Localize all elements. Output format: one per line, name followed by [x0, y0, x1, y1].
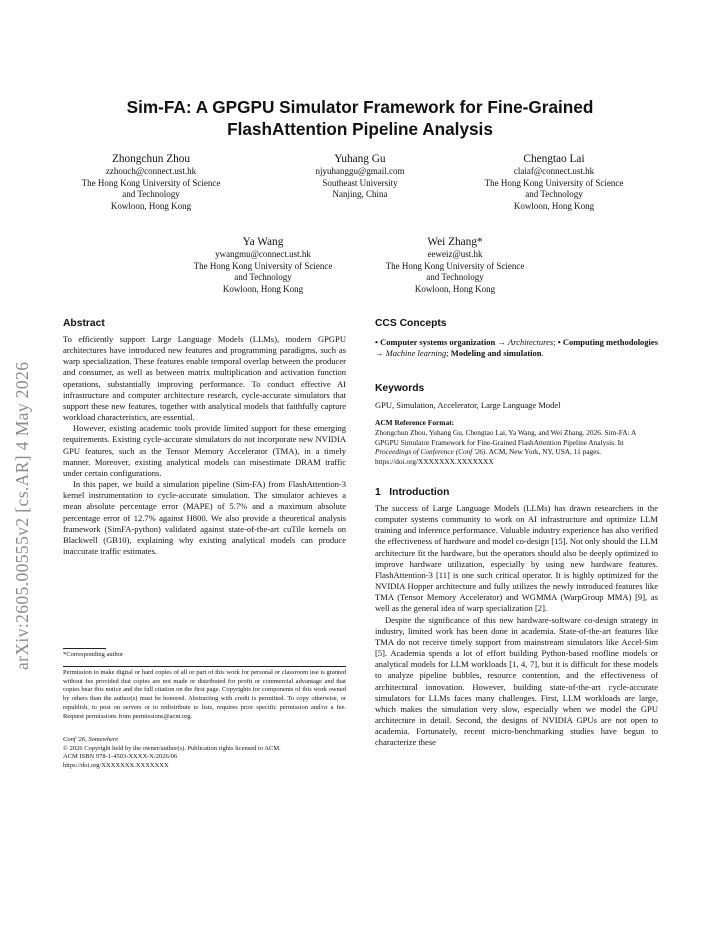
author-affiliation: and Technology	[426, 272, 484, 283]
author-block	[273, 152, 447, 201]
title-line-1: Sim-FA: A GPGPU Simulator Framework for Fine-Grained	[126, 97, 594, 117]
author-affiliation: The Hong Kong University of Science	[193, 260, 333, 271]
acm-reference-heading: ACM Reference Format:	[375, 418, 455, 427]
intro-heading: 1 Introduction	[375, 487, 450, 498]
ccs-arrow: →	[495, 337, 509, 347]
author-block	[175, 235, 351, 295]
author-email: njyuhanggu@gmail.com	[315, 166, 405, 176]
author-name: Chengtao Lai	[523, 153, 585, 165]
author-affiliation: and Technology	[525, 189, 583, 200]
ccs-term: • Computing methodologies	[557, 337, 658, 347]
publication-info	[63, 736, 281, 771]
author-affiliation: The Hong Kong University of Science	[385, 260, 525, 271]
isbn-line: ACM ISBN 978-1-4503-XXXX-X/2026/06	[63, 753, 178, 761]
author-block	[367, 235, 543, 295]
abstract-paragraph: However, existing academic tools provide limited support for these emerging requirements. Existing cycle-accurate simulators do not incorporate new NVIDIA GPU features, such as the Tensor Memory Accelerator (TMA), in a timely manner. Moreover, existing analytical models can misestimate DRAM traffic under certain configurations.	[63, 423, 346, 478]
ccs-subterm: Architectures	[508, 337, 554, 347]
author-name: Zhongchun Zhou	[111, 153, 191, 165]
ccs-term: • Computer systems organization	[375, 337, 496, 347]
author-email: zzhouch@connect.ust.hk	[105, 166, 197, 176]
abstract-body	[63, 334, 346, 557]
ccs-end: .	[541, 348, 544, 358]
ccs-heading: CCS Concepts	[375, 318, 447, 329]
intro-paragraph: The success of Large Language Models (LLMs) has drawn researchers in the computer systems community to work on AI infrastructure and optimize LLM training and inference performance. Valuable industry experience has also verified the effectiveness of hardware and model co-design [15]. Not only should the LLM architecture fit the hardware, but the operators should also be deeply optimized to improve hardware utilization, especially by using new hardware features. FlashAttention-3 [11] is one such critical operator. It is highly optimized for the NVIDIA Hopper architecture and fully utilizes the newly introduced features like TMA (Tensor Memory Accelerator) and WGMMA (WarpGroup MMA) [9], as well as the general idea of warp specialization [2].	[375, 503, 658, 614]
ccs-concepts	[375, 337, 658, 359]
keywords-list: GPU, Simulation, Accelerator, Large Language Model	[375, 400, 561, 410]
author-email: claiaf@connect.ust.hk	[513, 166, 595, 176]
author-location: Kowloon, Hong Kong	[414, 283, 496, 294]
author-affiliation: The Hong Kong University of Science	[484, 177, 624, 188]
copyright-line: © 2026 Copyright held by the owner/author(s). Publication rights licensed to ACM.	[63, 744, 281, 752]
author-affiliation: Southeast University	[322, 177, 398, 188]
acm-reference-text: Zhongchun Zhou, Yuhang Gu, Chengtao Lai, Ya Wang, and Wei Zhang. 2026. Sim-FA: A GPGPU Simulator Framework for Fine-Grained FlashAttention Pipeline Analysis. In	[375, 428, 636, 447]
author-block	[64, 152, 238, 212]
ccs-separator: ;	[446, 348, 451, 358]
author-affiliation: and Technology	[234, 272, 292, 283]
author-block	[465, 152, 643, 212]
author-location: Kowloon, Hong Kong	[110, 200, 192, 211]
ccs-arrow: →	[375, 348, 386, 358]
abstract-paragraph: To efficiently support Large Language Models (LLMs), modern GPGPU architectures have introduced new features and programming paradigms, such as warp specialization. These features enable temporal overlap between the producer and consumer, as well as between matrix multiplication and activation function operations, substantially improving performance. To conduct effective AI infrastructure and computer architecture research, cycle-accurate simulators that support these new features, together with analytical models that faithfully capture workload characteristics, are essential.	[63, 334, 346, 423]
ccs-separator: ;	[553, 337, 558, 347]
arxiv-stamp: arXiv:2605.00555v2 [cs.AR] 4 May 2026	[12, 361, 32, 670]
author-location: Kowloon, Hong Kong	[222, 283, 304, 294]
title-line-2: FlashAttention Pipeline Analysis	[227, 119, 493, 139]
intro-paragraph: Despite the significance of this new hardware-software co-design strategy in industry, limited work has been done in academia. State-of-the-art features like TMA do not receive timely support from mainstream simulators like Accel-Sim [5]. Academia spends a lot of effort building Python-based roofline models or analytical models for LLM workloads [1, 4, 7], but it is difficult for these models to analyze pipeline bubbles, resource contention, and the effectiveness of architectural innovation. However, building state-of-the-art cycle-accurate simulators for LLMs faces many challenges. First, LLM workloads are large, which makes the simulation very slow, especially when we model the GPU architecture in detail. Second, the designs of NVIDIA GPUs are not open to academia. Fortunately, recent micro-benchmarking studies have begun to characterize these	[375, 614, 658, 748]
acm-reference	[375, 428, 658, 466]
ccs-subterm: Machine learning	[385, 348, 447, 358]
abstract-heading: Abstract	[63, 318, 105, 329]
permission-rule	[63, 666, 346, 667]
author-affiliation: The Hong Kong University of Science	[81, 177, 221, 188]
corresponding-footnote: *Corresponding author	[63, 651, 124, 658]
footnote-rule	[63, 648, 106, 649]
paper-title	[63, 96, 657, 140]
author-affiliation: and Technology	[122, 189, 180, 200]
author-name: Ya Wang	[242, 236, 284, 248]
acm-reference-venue: Proceedings of Conference (Conf '26)	[375, 447, 486, 457]
permission-notice: Permission to make digital or hard copies of all or part of this work for personal or classroom use is granted without fee provided that copies are not made or distributed for profit or commercial advantage and that copies bear this notice and the full citation on the first page. Copyrights for components of this work owned by others than the author(s) must be honored. Abstracting with credit is permitted. To copy otherwise, or republish, to post on servers or to redistribute to lists, requires prior specific permission and/or a fee. Request permissions from permissions@acm.org.	[63, 669, 346, 720]
acm-reference-text: . ACM, New York, NY, USA, 11 pages. https://doi.org/XXXXXXX.XXXXXXX	[375, 447, 601, 466]
keywords-heading: Keywords	[375, 383, 425, 394]
conference-line: Conf '26, Somewhere	[63, 736, 119, 743]
author-email: eeweiz@ust.hk	[427, 249, 483, 259]
abstract-paragraph: In this paper, we build a simulation pipeline (Sim-FA) from FlashAttention-3 kernel instrumentation to cycle-accurate simulation. The simulator achieves a mean absolute percentage error (MAPE) of 5.7% and a maximum absolute percentage error of 12.7% against H800. We also provide a theoretical analysis framework (SimFA-python) validated against state-of-the-art cuTile kernels on Blackwell (GB10), explaining why existing analytical models can produce inaccurate traffic estimates.	[63, 479, 346, 556]
author-name: Wei Zhang*	[427, 236, 483, 248]
ccs-term: Modeling and simulation	[450, 348, 542, 358]
intro-body	[375, 503, 658, 748]
author-email: ywangmu@connect.ust.hk	[215, 249, 311, 259]
author-name: Yuhang Gu	[334, 153, 386, 165]
author-location: Kowloon, Hong Kong	[513, 200, 595, 211]
author-location: Nanjing, China	[332, 189, 388, 200]
doi-link[interactable]: https://doi.org/XXXXXXX.XXXXXXX	[63, 762, 169, 770]
